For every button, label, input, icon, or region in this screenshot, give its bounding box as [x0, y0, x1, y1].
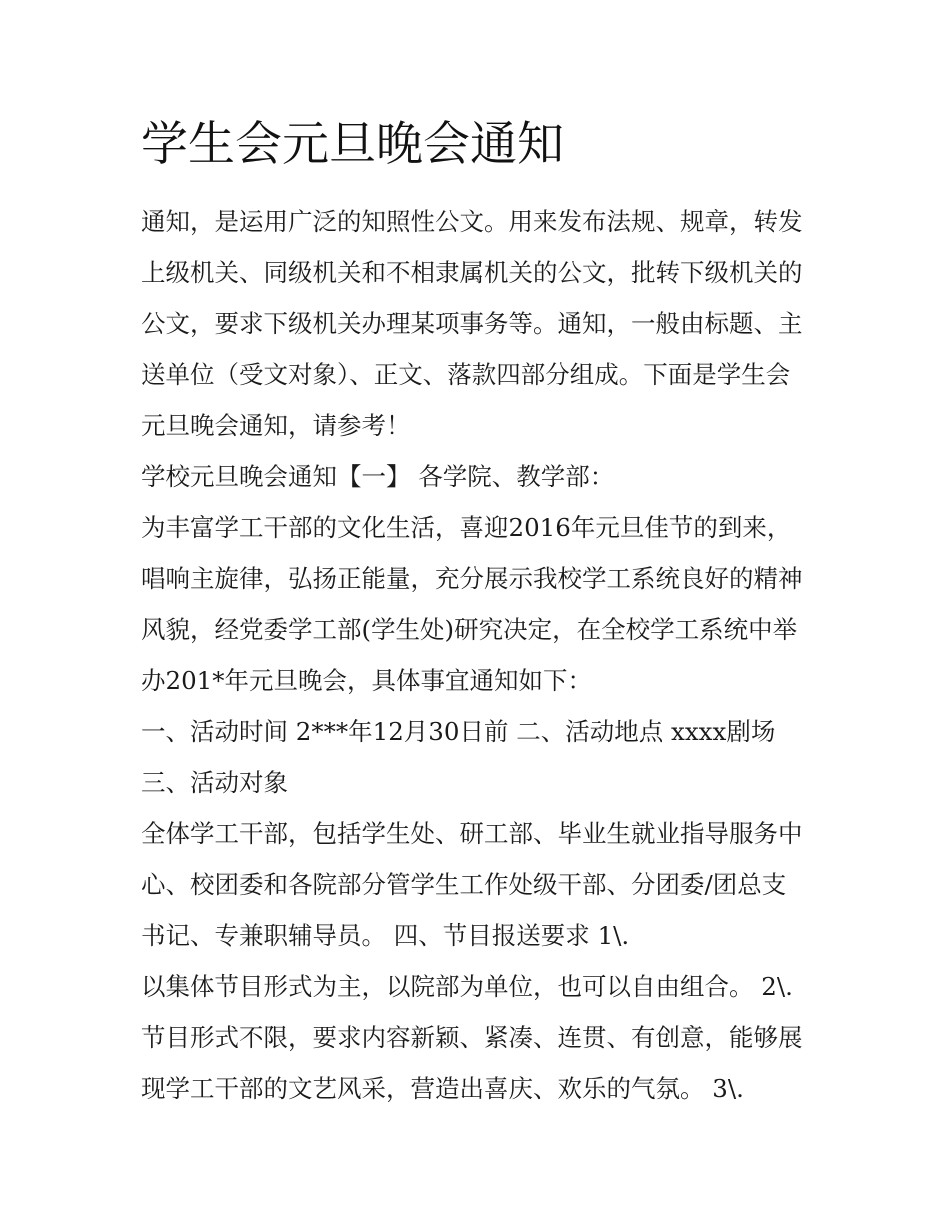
text-line: 现学工干部的文艺风采，营造出喜庆、欢乐的气氛。 3\.: [141, 1074, 744, 1103]
section-heading: 学校元旦晚会通知【一】 各学院、教学部：: [141, 462, 615, 491]
text-line: 送单位（受文对象）、正文、落款四部分组成。下面是学生会: [141, 360, 791, 389]
text-line: 为丰富学工干部的文化生活，喜迎2016年元旦佳节的到来，: [141, 513, 792, 542]
text-line: 节目形式不限，要求内容新颖、紧凑、连贯、有创意，能够展: [141, 1023, 803, 1052]
text-line: 上级机关、同级机关和不相隶属机关的公文，批转下级机关的: [141, 258, 803, 287]
text-line: 公文，要求下级机关办理某项事务等。通知，一般由标题、主: [141, 309, 803, 338]
section-heading: 三、活动对象: [141, 768, 288, 797]
text-line: 一、活动时间 2***年12月30日前 二、活动地点 xxxx剧场: [141, 717, 776, 746]
text-line: 通知，是运用广泛的知照性公文。用来发布法规、规章，转发: [141, 207, 803, 236]
text-line: 以集体节目形式为主，以院部为单位，也可以自由组合。 2\.: [141, 972, 793, 1001]
text-line: 书记、专兼职辅导员。 四、节目报送要求 1\.: [141, 921, 630, 950]
text-line: 唱响主旋律，弘扬正能量，充分展示我校学工系统良好的精神: [141, 564, 803, 593]
text-line: 办201*年元旦晚会，具体事宜通知如下：: [141, 666, 593, 695]
page-title: 学生会元旦晚会通知: [141, 117, 564, 172]
document-body: [141, 196, 821, 1114]
text-line: 全体学工干部，包括学生处、研工部、毕业生就业指导服务中: [141, 819, 803, 848]
text-line: 心、校团委和各院部分管学生工作处级干部、分团委/团总支: [141, 870, 787, 899]
text-line: 元旦晚会通知，请参考！: [141, 411, 411, 440]
text-line: 风貌，经党委学工部(学生处)研究决定，在全校学工系统中举: [141, 615, 798, 644]
